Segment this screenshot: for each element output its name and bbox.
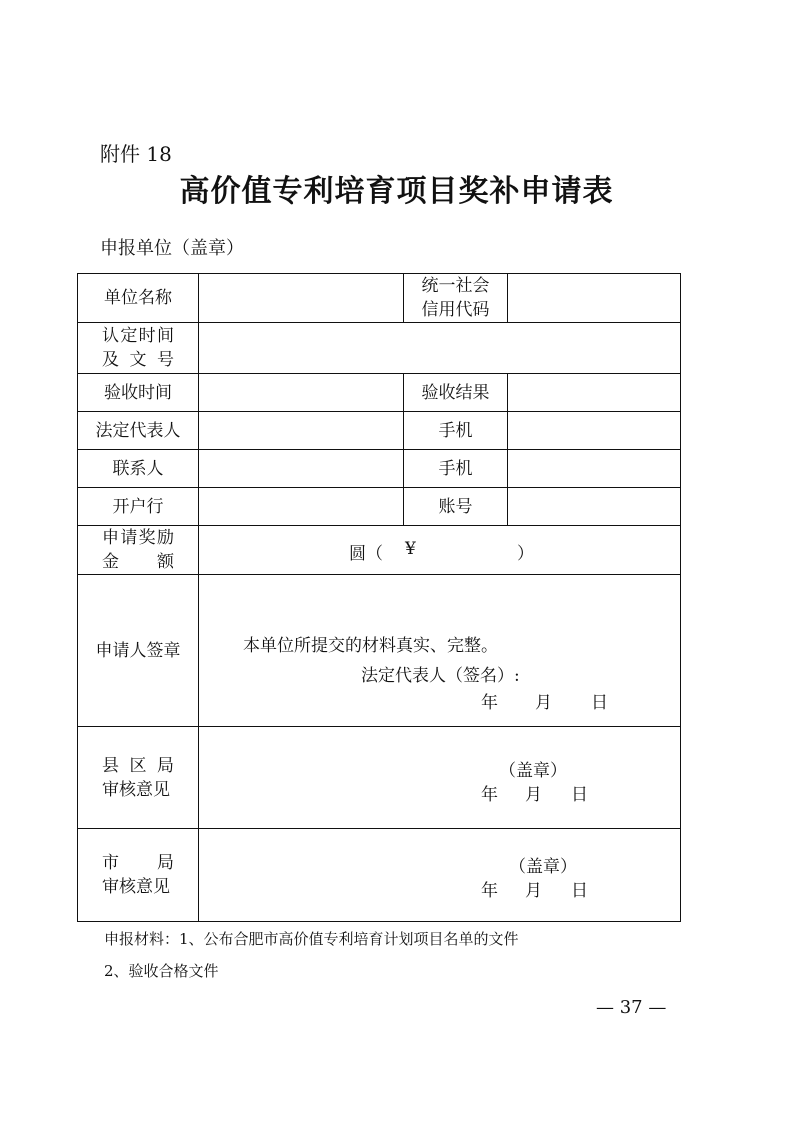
account-label: 账号 — [404, 488, 508, 526]
row-certification — [78, 323, 681, 374]
amount-yen-symbol: ¥ — [405, 538, 416, 559]
signature-rep-label: 法定代表人（签名）: — [361, 665, 520, 686]
row-signature — [78, 575, 681, 727]
acceptance-time-label: 验收时间 — [78, 374, 199, 412]
application-form-table — [77, 273, 681, 922]
row-unit-name — [78, 274, 681, 323]
county-review-field[interactable] — [199, 727, 681, 829]
city-date-month: 月 — [525, 880, 542, 901]
city-date-year: 年 — [481, 880, 498, 901]
row-county-review — [78, 727, 681, 829]
signature-date-month: 月 — [535, 692, 552, 713]
city-seal-label: （盖章） — [509, 856, 577, 877]
unit-name-label: 单位名称 — [78, 274, 199, 323]
row-acceptance — [78, 374, 681, 412]
county-date-month: 月 — [525, 784, 542, 805]
amount-close-paren: ） — [517, 543, 534, 564]
contact-label: 联系人 — [78, 450, 199, 488]
acceptance-result-label: 验收结果 — [404, 374, 508, 412]
legal-rep-label: 法定代表人 — [78, 412, 199, 450]
row-bank — [78, 488, 681, 526]
acceptance-time-field[interactable] — [199, 374, 404, 412]
amount-yuan-text: 圆（ — [349, 543, 383, 564]
county-seal-label: （盖章） — [499, 760, 567, 781]
certification-label: 认 定 时 间 及 文 号 — [78, 323, 199, 374]
amount-label: 申 请 奖 励 金 额 — [78, 526, 199, 575]
city-review-field[interactable] — [199, 829, 681, 922]
legal-rep-field[interactable] — [199, 412, 404, 450]
credit-code-field[interactable] — [508, 274, 681, 323]
contact-mobile-field[interactable] — [508, 450, 681, 488]
signature-label: 申请人签章 — [78, 575, 199, 727]
materials-note-1: 申报材料：1、公布合肥市高价值专利培育计划项目名单的文件 — [104, 930, 519, 948]
account-field[interactable] — [508, 488, 681, 526]
county-date-day: 日 — [571, 784, 588, 805]
city-review-label: 市 局 审核意见 — [78, 829, 199, 922]
signature-field[interactable] — [199, 575, 681, 727]
legal-rep-mobile-label: 手机 — [404, 412, 508, 450]
contact-field[interactable] — [199, 450, 404, 488]
row-city-review — [78, 829, 681, 922]
credit-code-label: 统一社会 信用代码 — [404, 274, 508, 323]
row-legal-rep — [78, 412, 681, 450]
signature-statement: 本单位所提交的材料真实、完整。 — [243, 635, 498, 656]
attachment-label: 附件 18 — [100, 142, 172, 166]
legal-rep-mobile-field[interactable] — [508, 412, 681, 450]
amount-field[interactable] — [199, 526, 681, 575]
form-title: 高价值专利培育项目奖补申请表 — [179, 174, 614, 209]
city-date-day: 日 — [571, 880, 588, 901]
applicant-unit-seal-label: 申报单位（盖章） — [100, 238, 244, 259]
signature-date-day: 日 — [591, 692, 608, 713]
county-review-label: 县 区 局 审核意见 — [78, 727, 199, 829]
row-contact — [78, 450, 681, 488]
certification-field[interactable] — [199, 323, 681, 374]
unit-name-field[interactable] — [199, 274, 404, 323]
materials-note-2: 2、验收合格文件 — [104, 962, 219, 980]
bank-field[interactable] — [199, 488, 404, 526]
county-date-year: 年 — [481, 784, 498, 805]
contact-mobile-label: 手机 — [404, 450, 508, 488]
page-number: — 37 — — [596, 997, 667, 1018]
row-amount — [78, 526, 681, 575]
signature-date-year: 年 — [481, 692, 498, 713]
acceptance-result-field[interactable] — [508, 374, 681, 412]
bank-label: 开户行 — [78, 488, 199, 526]
